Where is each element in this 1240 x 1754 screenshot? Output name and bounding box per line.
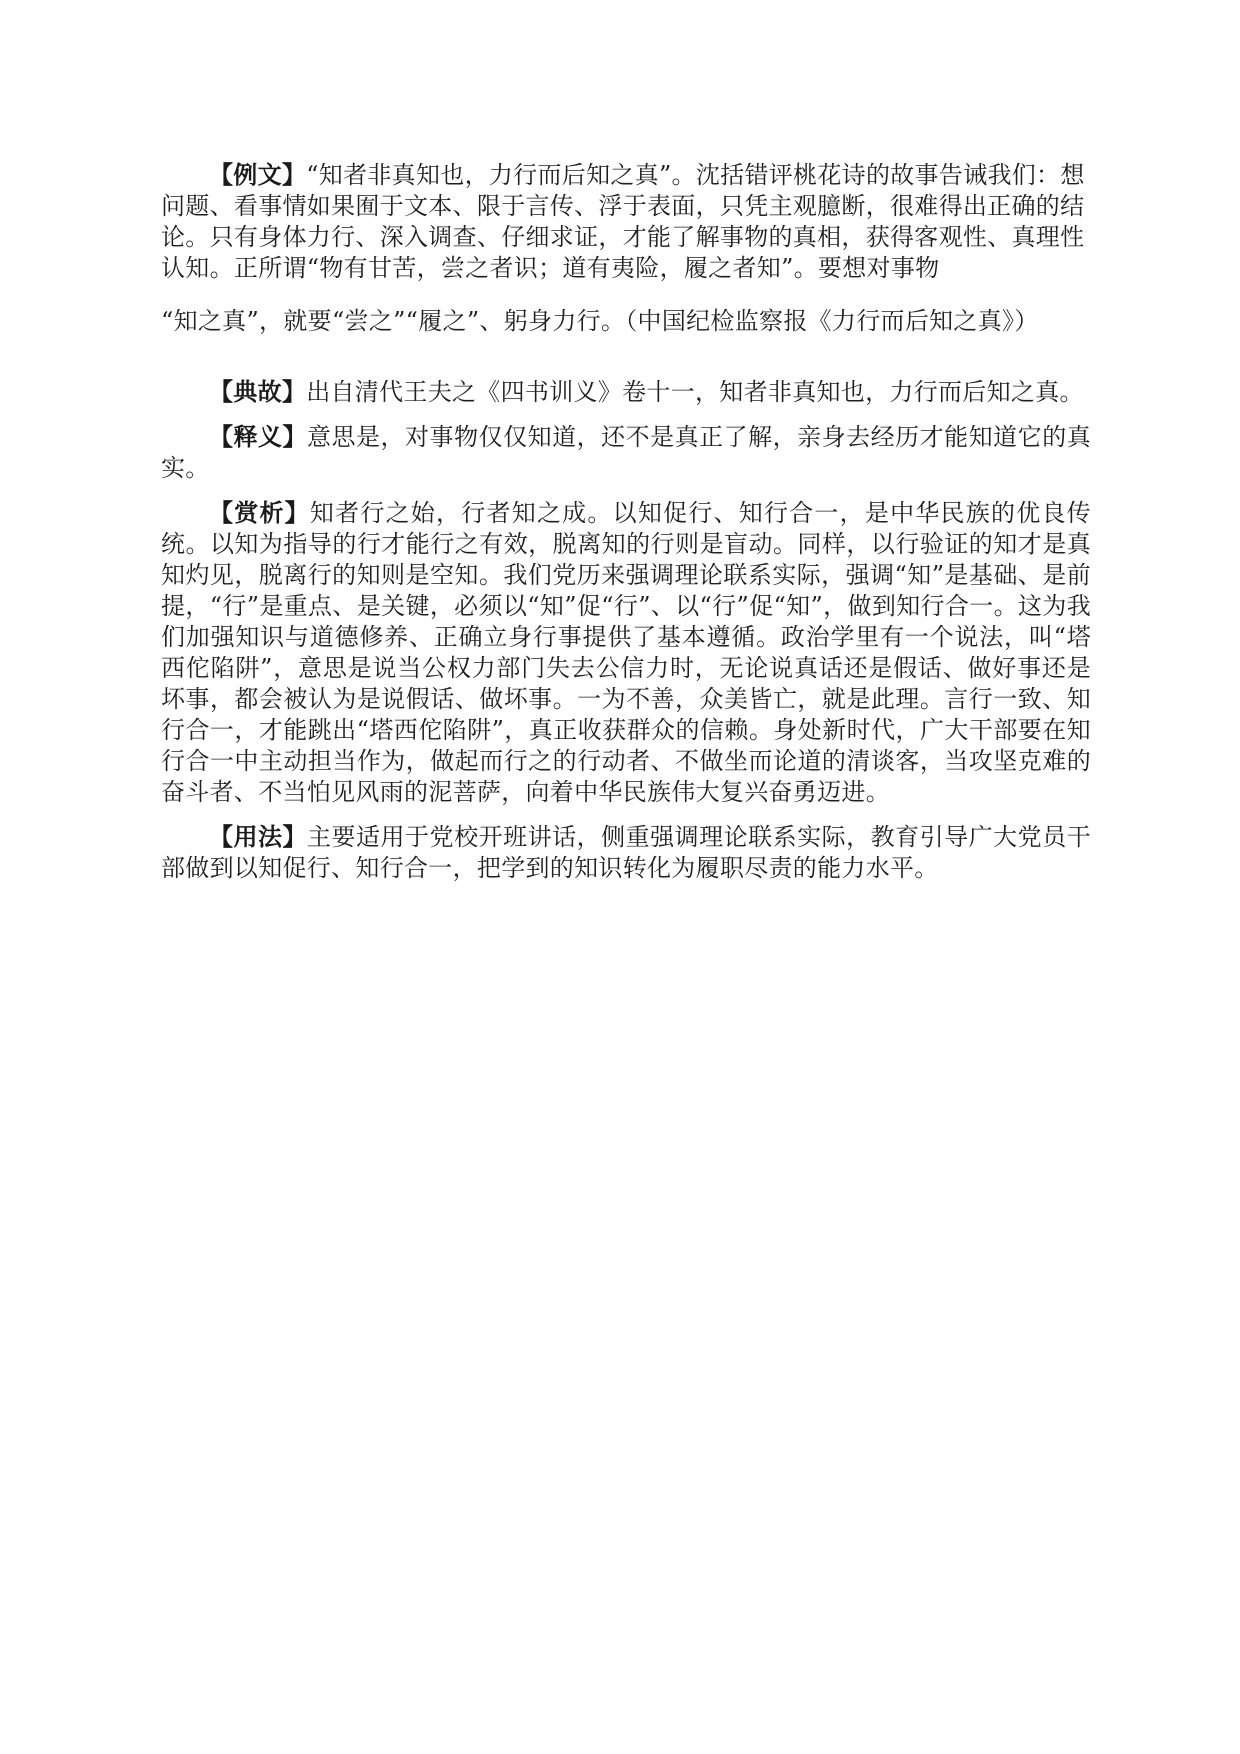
meaning-tag: 【释义】 — [209, 423, 308, 451]
analysis-tag: 【赏析】 — [209, 499, 310, 527]
allusion-tag: 【典故】 — [209, 378, 307, 406]
example-paragraph — [161, 160, 1091, 284]
spacer — [161, 349, 1091, 377]
example-text-continued: “知之真”，就要“尝之”“履之”、躬身力行。 — [161, 307, 626, 335]
document-page — [161, 160, 1091, 884]
meaning-paragraph — [161, 422, 1091, 484]
example-tag: 【例文】 — [209, 161, 307, 189]
example-text: “知者非真知也，力行而后知之真”。沈括错评桃花诗的故事告诫我们：想问题、看事情如果囿于文本、限于言传、浮于表面，只凭主观臆断，很难得出正确的结论。只有身体力行、深入调查、仔细求证，才能了解事物的真相，获得客观性、真理性认知。正所谓“物有甘苦，尝之者识；道有夷险，履之者知”。要想对事物 — [161, 161, 1085, 282]
spacer — [161, 408, 1091, 422]
spacer — [161, 484, 1091, 498]
example-paragraph-continued — [161, 293, 1091, 349]
allusion-paragraph — [161, 377, 1091, 408]
usage-tag: 【用法】 — [209, 823, 308, 851]
spacer — [161, 808, 1091, 822]
analysis-text: 知者行之始，行者知之成。以知促行、知行合一，是中华民族的优良传统。以知为指导的行才能行之有效，脱离知的行则是盲动。同样，以行验证的知才是真知灼见，脱离行的知则是空知。我们党历来强调理论联系实际，强调“知”是基础、是前提，“行”是重点、是关键，必须以“知”促“行”、以“行”促“知”，做到知行合一。这为我们加强知识与道德修养、正确立身行事提供了基本遵循。政治学里有一个说法，叫“塔西佗陷阱”，意思是说当公权力部门失去公信力时，无论说真话还是假话、做好事还是坏事，都会被认为是说假话、做坏事。一为不善，众美皆亡，就是此理。言行一致、知行合一，才能跳出“塔西佗陷阱”，真正收获群众的信赖。身处新时代，广大干部要在知行合一中主动担当作为，做起而行之的行动者、不做坐而论道的清谈客，当攻坚克难的奋斗者、不当怕见风雨的泥菩萨，向着中华民族伟大复兴奋勇迈进。 — [161, 499, 1091, 806]
meaning-text: 意思是，对事物仅仅知道，还不是真正了解，亲身去经历才能知道它的真实。 — [161, 423, 1091, 482]
usage-paragraph — [161, 822, 1091, 884]
usage-text: 主要适用于党校开班讲话，侧重强调理论联系实际，教育引导广大党员干部做到以知促行、知行合一，把学到的知识转化为履职尽责的能力水平。 — [161, 823, 1091, 882]
allusion-text: 出自清代王夫之《四书训义》卷十一，知者非真知也，力行而后知之真。 — [306, 378, 1084, 406]
analysis-paragraph — [161, 498, 1091, 808]
example-source: （中国纪检监察报《力行而后知之真》） — [625, 307, 1039, 335]
